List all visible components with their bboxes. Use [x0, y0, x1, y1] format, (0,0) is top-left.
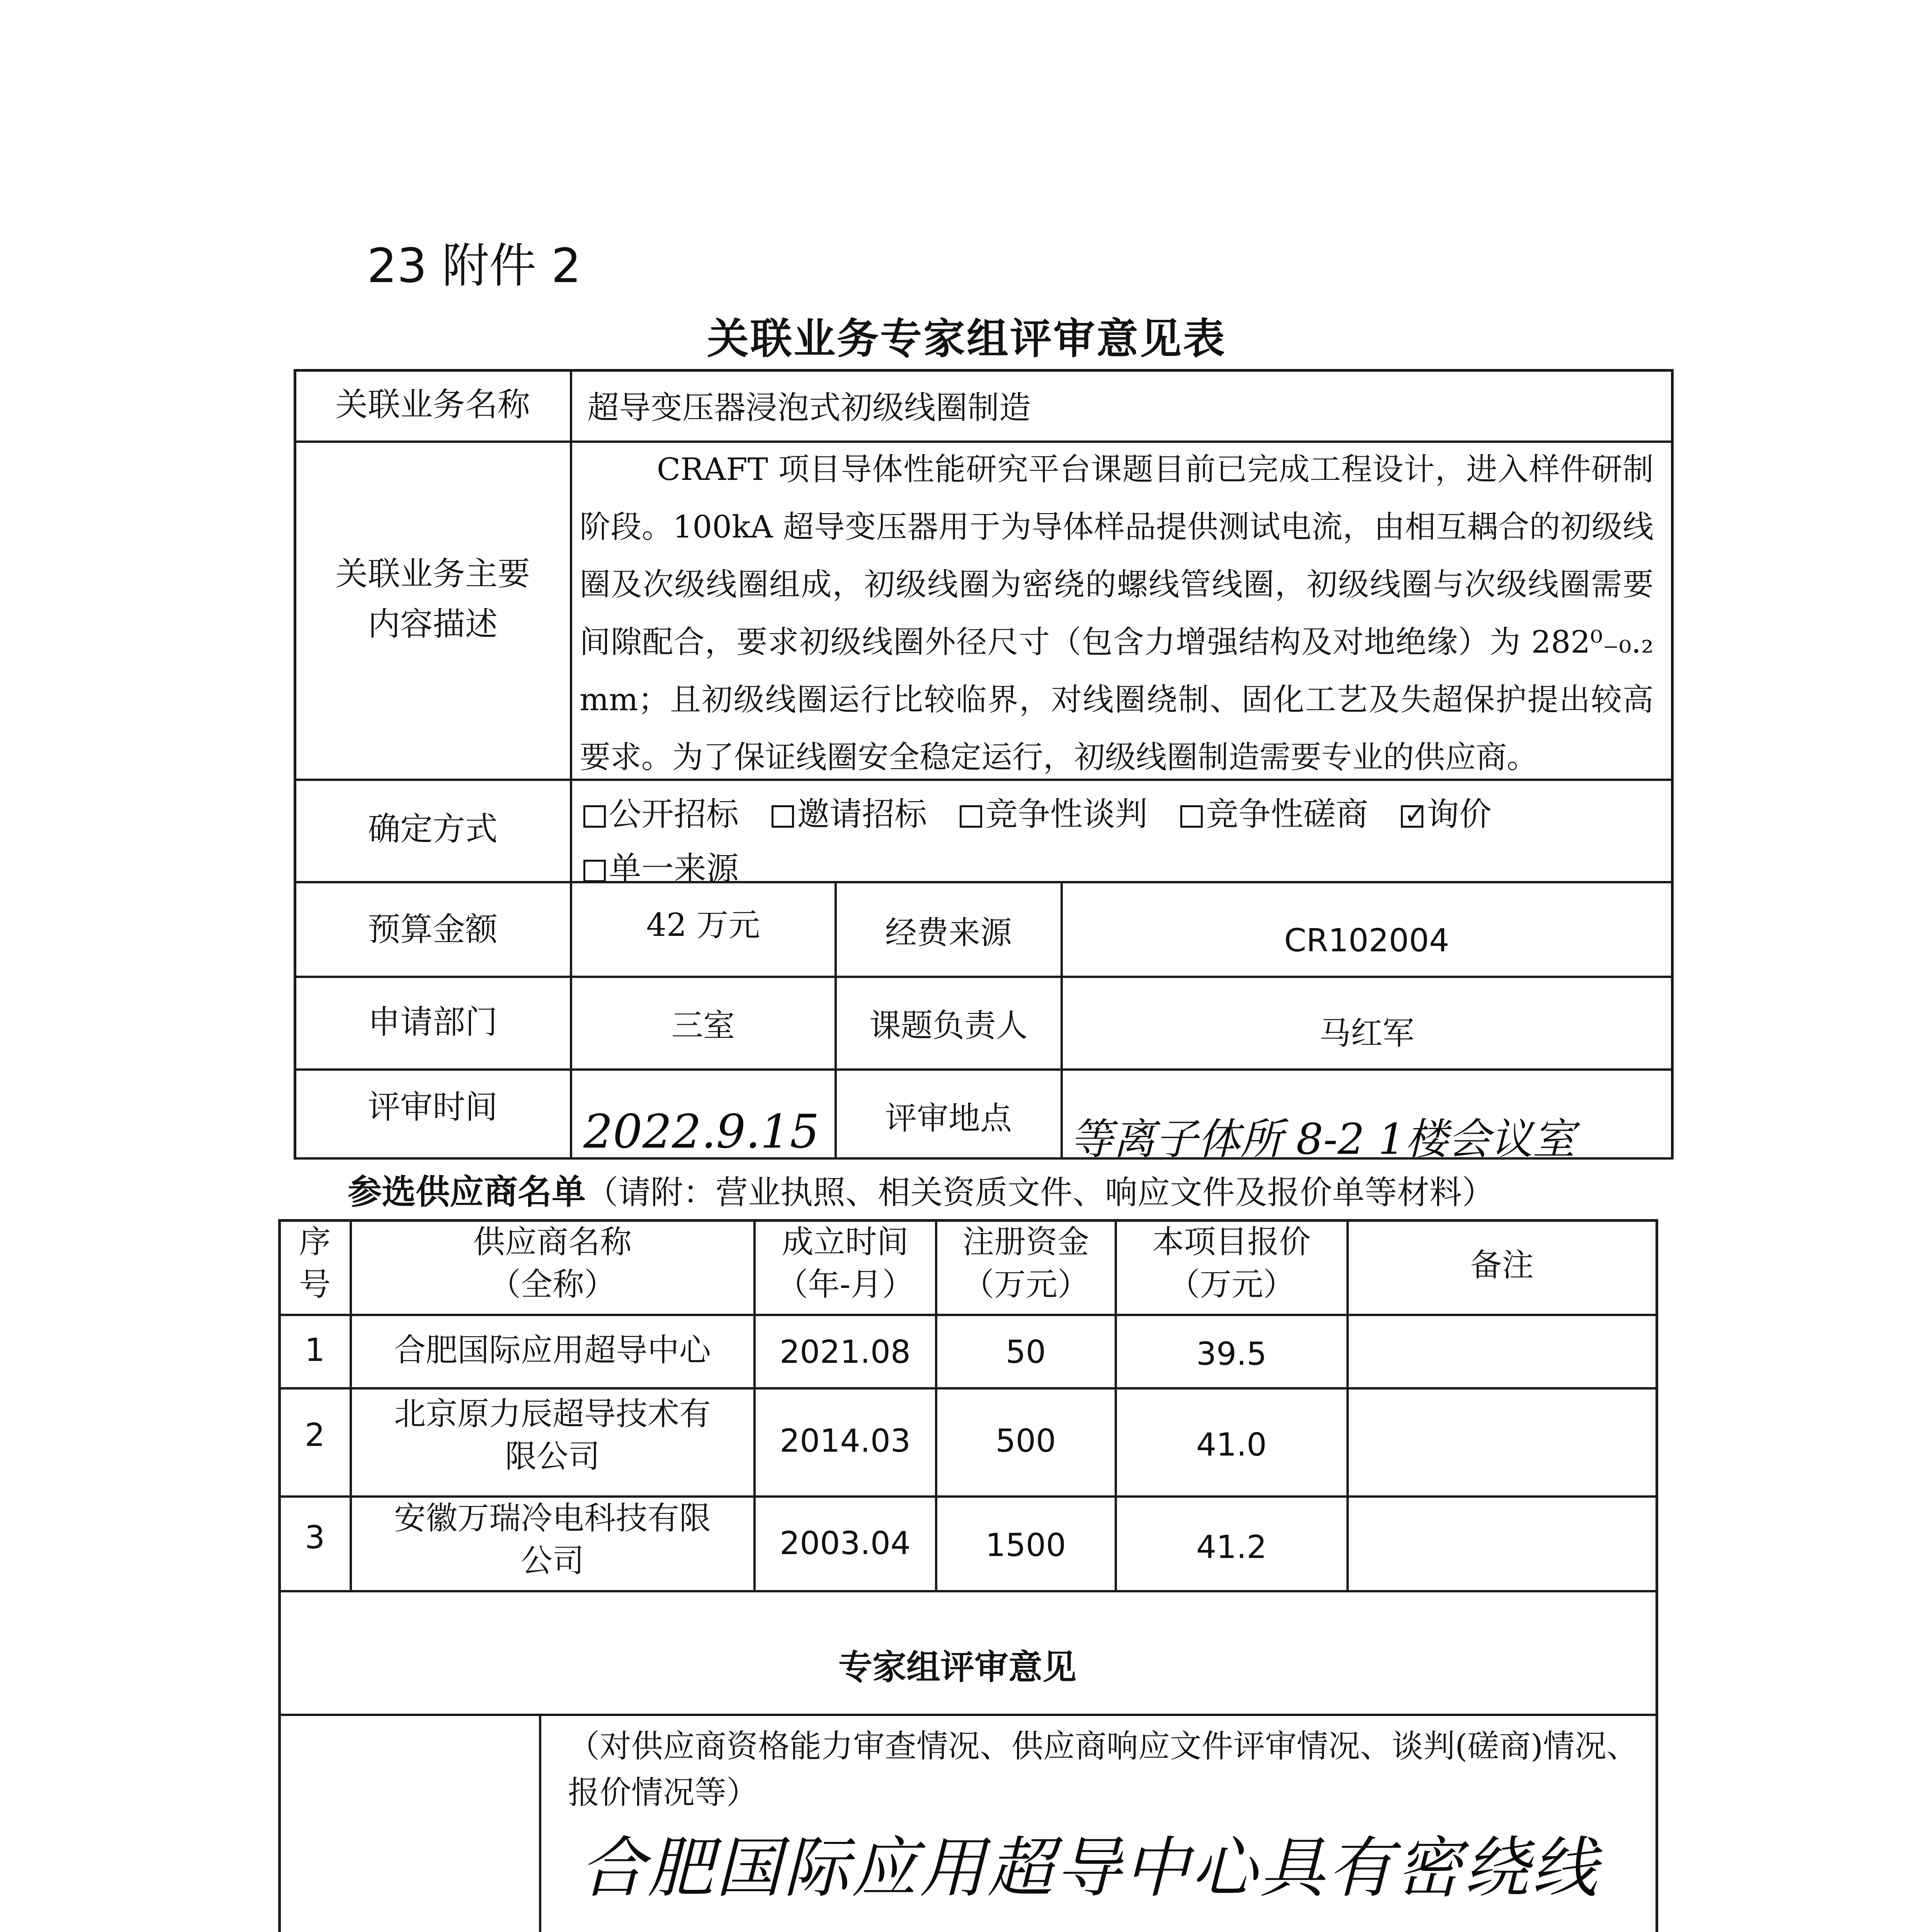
header-remark: 备注	[1470, 1247, 1534, 1284]
supplier-table-right	[1656, 1219, 1658, 1932]
header-capital: 注册资金 （万元）	[962, 1224, 1089, 1303]
supplier-row-divider	[278, 1387, 1657, 1389]
supplier-row-divider	[278, 1314, 1657, 1316]
review-place-value: 等离子体所 8-2 1楼会议室	[1070, 1114, 1576, 1164]
checkbox[interactable]	[583, 860, 606, 882]
fund-source-label: 经费来源	[885, 915, 1012, 951]
leader-value: 马红军	[1319, 1015, 1414, 1052]
description-label	[297, 549, 568, 649]
method-option-consultation[interactable]: 竞争性磋商	[1180, 795, 1368, 833]
supplier-table-left	[278, 1219, 281, 1932]
method-option-open-tender[interactable]: 公开招标	[583, 795, 739, 833]
suppliers-note: （请附：营业执照、相关资质文件、响应文件及报价单等材料）	[586, 1173, 1495, 1211]
attachment-label: 23 附件 2	[367, 238, 581, 293]
budget-label: 预算金额	[367, 910, 498, 948]
table-row-founded: 2003.04	[779, 1525, 911, 1562]
business-name-label: 关联业务名称	[335, 386, 530, 423]
method-option-single-source[interactable]: 单一来源	[583, 850, 739, 888]
method-options	[583, 788, 1665, 889]
description-label-line1: 关联业务主要	[335, 555, 530, 593]
leader-label: 课题负责人	[869, 1007, 1028, 1044]
table-row-seq: 1	[304, 1332, 325, 1369]
table-row-capital: 1500	[985, 1527, 1066, 1564]
review-place-label: 评审地点	[885, 1100, 1012, 1137]
table-row-capital: 500	[995, 1423, 1056, 1459]
header-seq: 序 号	[299, 1224, 331, 1303]
department-label: 申请部门	[367, 1003, 498, 1041]
header-quote: 本项目报价 （万元）	[1152, 1224, 1311, 1303]
method-label: 确定方式	[367, 810, 498, 848]
table-row-capital: 50	[1005, 1334, 1046, 1371]
table-row-seq: 3	[304, 1519, 325, 1556]
form-title: 关联业务专家组评审意见表	[707, 315, 1227, 363]
table-border-right	[1671, 369, 1674, 1159]
header-supplier-name: 供应商名称 （全称）	[473, 1224, 632, 1303]
description-text	[580, 440, 1654, 786]
budget-value: 42 万元	[646, 907, 760, 944]
table-row-name: 北京原力辰超导技术有 限公司	[394, 1396, 711, 1475]
checkbox[interactable]	[1180, 805, 1203, 828]
method-option-inquiry[interactable]: ✓ 询价	[1401, 795, 1491, 833]
suppliers-heading	[348, 1165, 1494, 1214]
opinion-title: 专家组评审意见	[838, 1647, 1077, 1687]
table-row-name: 合肥国际应用超导中心	[394, 1332, 711, 1369]
suppliers-title: 参选供应商名单	[348, 1172, 586, 1212]
header-founded: 成立时间 （年-月）	[776, 1224, 914, 1303]
row-divider	[294, 976, 1673, 978]
table-row-seq: 2	[304, 1417, 325, 1454]
table-row-quote: 41.2	[1196, 1529, 1267, 1566]
review-time-label: 评审时间	[367, 1088, 498, 1126]
checkbox[interactable]	[772, 805, 794, 828]
checkbox[interactable]	[960, 805, 982, 828]
table-border-left	[294, 369, 296, 1159]
table-row-founded: 2021.08	[779, 1334, 911, 1371]
table-row-quote: 41.0	[1196, 1427, 1267, 1463]
business-name-value: 超导变压器浸泡式初级线圈制造	[587, 389, 1031, 426]
description-label-line2: 内容描述	[367, 605, 498, 643]
method-option-invited-tender[interactable]: 邀请招标	[772, 795, 927, 833]
description-body: CRAFT 项目导体性能研究平台课题目前已完成工程设计，进入样件研制阶段。100kA 超导变压器用于为导体样品提供测试电流，由相互耦合的初级线圈及次级线圈组成，初级线圈为密绕的螺线管线圈，初级线圈与次级线圈需要间隙配合，要求初级线圈外径尺寸（包含力增强结构及对地绝缘）为 282⁰₋₀.₂ mm；且初级线圈运行比较临界，对线圈绕制、固化工艺及失超保护提出较高要求。为了保证线圈安全稳定运行，初级线圈制造需要专业的供应商。	[580, 451, 1654, 775]
table-row-founded: 2014.03	[779, 1423, 911, 1459]
opinion-divider	[278, 1714, 1657, 1716]
opinion-label-divider	[539, 1714, 541, 1932]
opinion-prompt: （对供应商资格能力审查情况、供应商响应文件评审情况、谈判(磋商)情况、报价情况等）	[568, 1728, 1638, 1811]
department-value: 三室	[671, 1007, 735, 1044]
checkbox-checked[interactable]	[1401, 805, 1423, 828]
table-row-name: 安徽万瑞冷电科技有限 公司	[394, 1500, 711, 1579]
method-option-negotiation[interactable]: 竞争性谈判	[960, 795, 1147, 833]
fund-source-value: CR102004	[1284, 922, 1450, 959]
supplier-row-divider	[278, 1590, 1657, 1592]
table-row-quote: 39.5	[1196, 1336, 1267, 1372]
handwritten-opinion: 合肥国际应用超导中心具有密绕线	[580, 1830, 1600, 1906]
row-divider	[294, 1068, 1673, 1071]
checkbox[interactable]	[583, 805, 606, 828]
review-time-value: 2022.9.15	[583, 1105, 819, 1159]
